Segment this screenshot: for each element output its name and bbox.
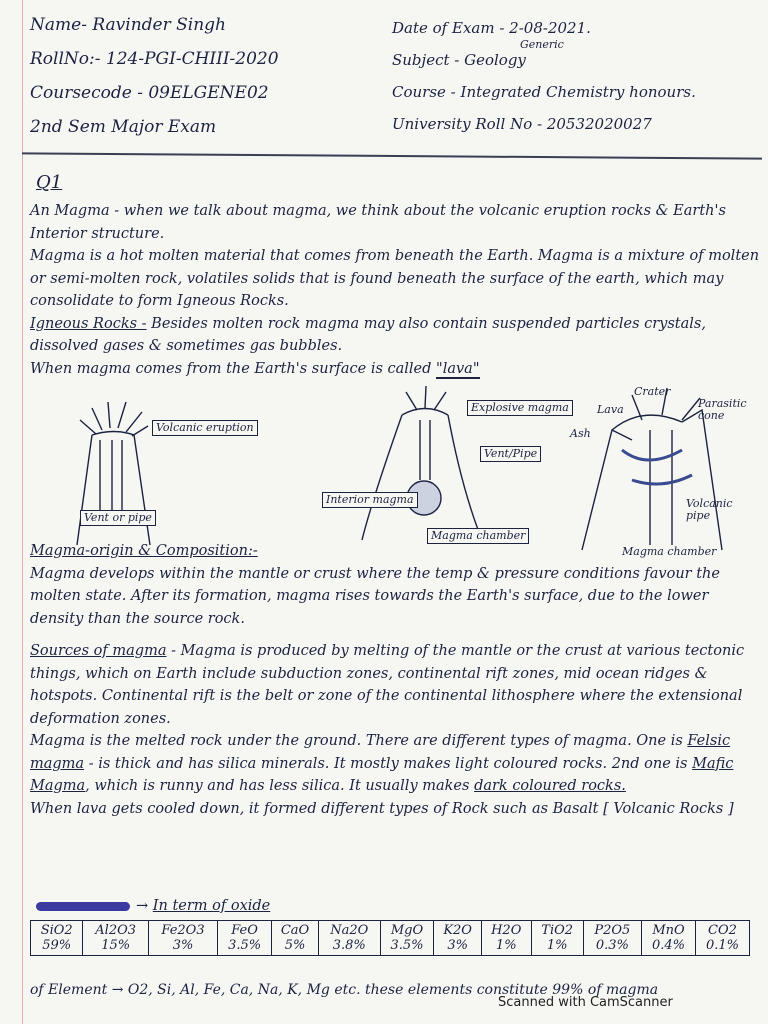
right-volcano-cone — [582, 410, 722, 550]
label-lava: Lava — [597, 403, 624, 416]
lava-word: "lava" — [436, 360, 480, 377]
label-interior-magma: Interior magma — [322, 492, 418, 508]
question-number: Q1 — [36, 172, 63, 193]
exam-name: 2nd Sem Major Exam — [30, 117, 217, 137]
label-magma-chamber-mid: Magma chamber — [427, 528, 529, 544]
oxide-cell: K2O 3% — [434, 921, 481, 956]
origin-heading: Magma-origin & Composition:- — [30, 543, 258, 559]
scribble-mark — [36, 902, 130, 911]
exam-info — [392, 12, 762, 140]
oxide-cell: SiO2 59% — [31, 921, 83, 956]
oxide-table — [30, 920, 750, 956]
label-magma-chamber-right: Magma chamber — [622, 545, 717, 558]
header-divider — [22, 152, 762, 159]
oxide-heading-row — [36, 898, 270, 914]
intro-paragraph: An Magma - when we talk about magma, we think about the volcanic eruption rocks & Earth's Interior structure. — [30, 203, 726, 242]
oxide-cell: Fe2O3 3% — [148, 921, 217, 956]
scanner-watermark: Scanned with CamScanner — [498, 995, 673, 1010]
label-explosive-magma: Explosive magma — [467, 400, 573, 416]
student-name: Name- Ravinder Singh — [30, 15, 226, 35]
igneous-heading: Igneous Rocks - — [30, 315, 147, 332]
subject: Subject - Geology — [392, 51, 526, 69]
oxide-cell: FeO 3.5% — [218, 921, 272, 956]
course-code: Coursecode - 09ELGENE02 — [30, 83, 269, 103]
label-ash: Ash — [570, 427, 591, 440]
label-vent-pipe-mid: Vent/Pipe — [480, 446, 541, 462]
answer-body-continued — [30, 540, 765, 820]
oxide-cell: P2O5 0.3% — [583, 921, 641, 956]
exam-date: Date of Exam - 2-08-2021. — [392, 19, 591, 37]
oxide-heading: → — [136, 898, 153, 914]
oxide-cell: CO2 0.1% — [695, 921, 749, 956]
sources-text: - Magma is produced by melting of the mantle or the crust at various tectonic things, which on Earth include subduction zones, continental rift zones, mid ocean ridges & hotspots. Continental rift is the belt or zone of the continental lithosphere where the extensional deformation zones. — [30, 643, 745, 727]
generic-note: Generic — [520, 38, 564, 51]
oxide-cell: Na2O 3.8% — [319, 921, 380, 956]
left-volcano-cone — [77, 435, 150, 545]
oxide-cell: CaO 5% — [272, 921, 319, 956]
answer-body — [30, 200, 765, 380]
label-vent-pipe-left: Vent or pipe — [80, 510, 156, 526]
types-text-c: , which is runny and has less silica. It usually makes — [85, 778, 470, 794]
types-text-b: - is thick and has silica minerals. It mostly makes light coloured rocks. 2nd one is — [88, 755, 688, 772]
felsic-term: Felsic magma — [30, 733, 731, 772]
middle-volcano-pipe — [420, 420, 430, 480]
mafic-term: Mafic Magma — [30, 755, 734, 794]
oxide-cell: H2O 1% — [481, 921, 531, 956]
volcano-sketches — [22, 380, 768, 560]
middle-volcano-cone — [362, 415, 482, 540]
label-crater: Crater — [634, 385, 671, 398]
oxide-cell: MnO 0.4% — [642, 921, 696, 956]
roll-number: RollNo:- 124-PGI-CHIII-2020 — [30, 49, 279, 69]
oxide-cell: TiO2 1% — [531, 921, 583, 956]
igneous-text: Besides molten rock magma may also contain suspended particles crystals, dissolved gases & sometimes gas bubbles. — [30, 315, 706, 354]
basalt-paragraph: When lava gets cooled down, it formed different types of Rock such as Basalt [ Volcanic Rocks ] — [30, 800, 734, 817]
right-volcano-pipe — [650, 430, 672, 545]
element-composition-line: of Element → O2, Si, Al, Fe, Ca, Na, K, Mg etc. these elements constitute 99% of magma — [30, 982, 659, 998]
dark-rocks-term: dark coloured rocks. — [474, 778, 626, 794]
university-roll: University Roll No - 20532020027 — [392, 115, 652, 133]
label-volcanic-pipe: Volcanic pipe — [686, 497, 733, 522]
oxide-table-row — [31, 921, 750, 956]
oxide-cell: MgO 3.5% — [380, 921, 434, 956]
lava-paragraph — [30, 358, 765, 381]
left-volcano-pipe — [100, 440, 122, 520]
exam-header — [0, 0, 768, 160]
types-text-a: Magma is the melted rock under the ground. There are different types of magma. One is — [30, 733, 683, 749]
course-name: Course - Integrated Chemistry honours. — [392, 83, 696, 101]
magma-definition: Magma is a hot molten material that comes from beneath the Earth. Magma is a mixture of molten or semi-molten rock, volatiles solids that is found beneath the surface of the earth, which may consolidate to form Igneous Rocks. — [30, 248, 760, 309]
label-volcanic-eruption: Volcanic eruption — [152, 420, 258, 436]
oxide-cell: Al2O3 15% — [83, 921, 149, 956]
volcano-diagrams — [22, 380, 768, 560]
igneous-paragraph — [30, 313, 765, 358]
sources-paragraph — [30, 640, 765, 730]
oxide-heading-text: In term of oxide — [152, 898, 271, 914]
student-info — [30, 8, 360, 144]
lava-text: When magma comes from the Earth's surface is called — [30, 360, 432, 377]
label-parasitic-cone: Parasitic cone — [698, 397, 747, 422]
origin-paragraph — [30, 540, 765, 630]
sources-heading: Sources of magma — [30, 643, 167, 659]
origin-text: Magma develops within the mantle or crust where the temp & pressure conditions favour the molten state. After its formation, magma rises towards the Earth's surface, due to the lower density than the source rock. — [30, 565, 720, 627]
magma-types-paragraph — [30, 730, 765, 798]
